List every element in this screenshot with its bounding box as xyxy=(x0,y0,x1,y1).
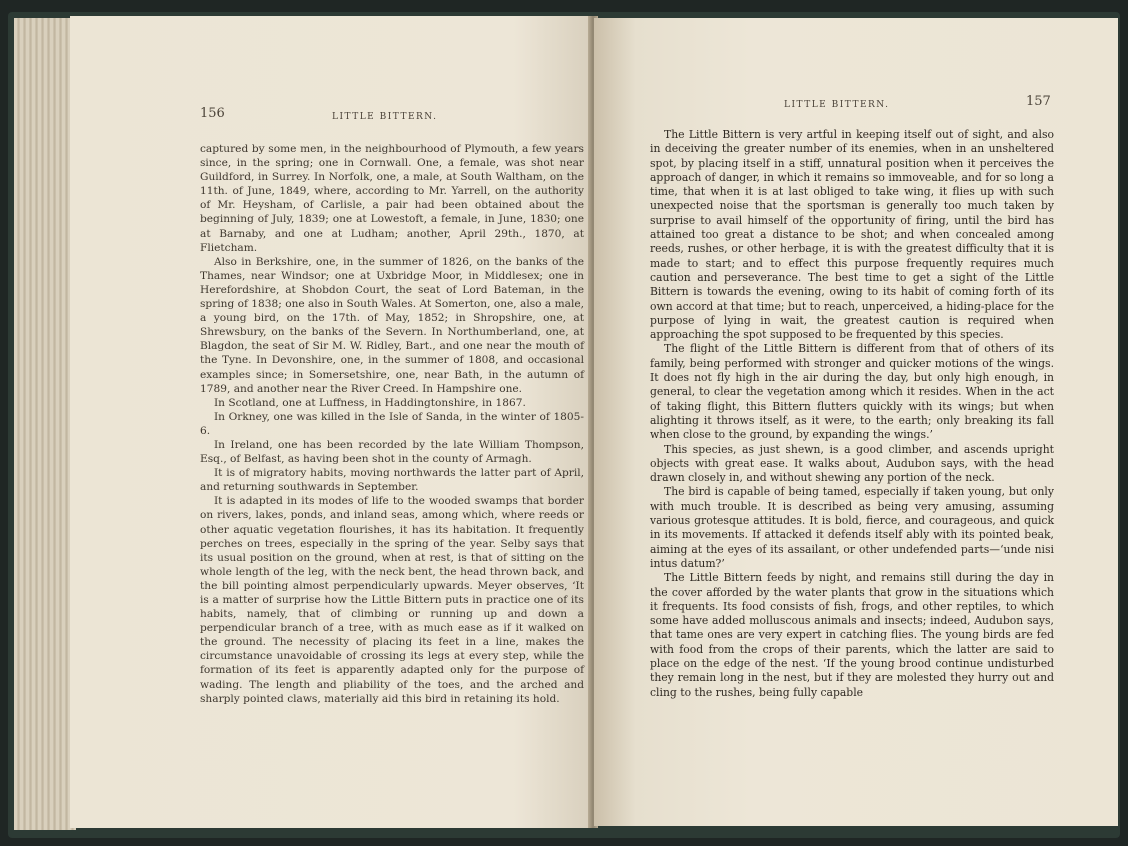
page-body xyxy=(650,128,1054,700)
paragraph: This species, as just shewn, is a good climber, and ascends upright objects with great ease. It walks about, Audubon says, with the head drawn closely in, and without shewing any portion of the neck. xyxy=(650,442,1054,485)
paragraph: The Little Bittern is very artful in keeping itself out of sight, and also in deceiving the greater number of its enemies, when in an unsheltered spot, by placing itself in a stiff, unnatural position when it perceives the approach of danger, in which it remains so immoveable, and for so long a time, that when it is at last obliged to take wing, it flies up with such unexpected noise that the sportsman is generally too much taken by surprise to avail himself of the opportunity of firing, until the bird has attained too great a distance to be shot; and when concealed among reeds, rushes, or other herbage, it is with the greatest difficulty that it is made to start; and to effect this purpose frequently requires much caution and perseverance. The best time to get a sight of the Little Bittern is towards the evening, owing to its habit of coming forth of its own accord at that time; but to reach, unperceived, a hiding-place for the purpose of lying in wait, the greatest caution is required when approaching the spot supposed to be frequented by this species. xyxy=(650,128,1054,342)
page-number: 157 xyxy=(1026,94,1051,109)
paragraph: The flight of the Little Bittern is different from that of others of its family, being performed with stronger and quicker motions of the wings. It does not fly high in the air during the day, but only high enough, in general, to clear the vegetation among which it resides. When in the act of taking flight, this Bittern flutters quickly with its wings; but when alighting it throws itself, as it were, to the earth; only breaking its fall when close to the ground, by expanding the wings.’ xyxy=(650,342,1054,442)
paragraph: In Ireland, one has been recorded by the late William Thompson, Esq., of Belfast, as having been shot in the county of Armagh. xyxy=(200,438,584,466)
paragraph: The bird is capable of being tamed, especially if taken young, but only with much trouble. It is described as being very amusing, assuming various grotesque attitudes. It is bold, fierce, and courageous, and quick in its movements. If attacked it defends itself ably with its pointed beak, aiming at the eyes of its assailant, or other undefended parts—‘unde nisi intus datum?’ xyxy=(650,485,1054,570)
page-number: 156 xyxy=(200,106,225,121)
right-page xyxy=(594,18,1118,826)
running-head: LITTLE BITTERN. xyxy=(332,112,438,122)
paragraph: The Little Bittern feeds by night, and remains still during the day in the cover afforded by the water plants that grow in the situations which it frequents. Its food consists of fish, frogs, and other reptiles, to which some have added molluscous animals and insects; indeed, Audubon says, that tame ones are very expert in catching flies. The young birds are fed with food from the crops of their parents, which the latter are said to place on the edge of the nest. ‘If the young brood continue undisturbed they remain long in the nest, but if they are molested they hurry out and cling to the rushes, being fully capable xyxy=(650,571,1054,699)
paragraph: captured by some men, in the neighbourhood of Plymouth, a few years since, in the spring; one in Cornwall. One, a female, was shot near Guildford, in Surrey. In Norfolk, one, a male, at South Waltham, on the 11th. of June, 1849, where, according to Mr. Yarrell, on the authority of Mr. Heysham, of Carlisle, a pair had been obtained about the beginning of July, 1839; one at Lowestoft, a female, in June, 1830; one at Barnaby, and one at Ludham; another, April 29th., 1870, at Flietcham. xyxy=(200,143,584,254)
paragraph: In Scotland, one at Luffness, in Haddingtonshire, in 1867. xyxy=(214,396,526,409)
paragraph: It is adapted in its modes of life to the wooded swamps that border on rivers, lakes, ponds, and inland seas, among which, where reeds or other aquatic vegetation flourishes, it has its habitation. It frequently perches on trees, especially in the spring of the year. Selby says that its usual position on the ground, when at rest, is that of sitting on the whole length of the leg, with the neck bent, the head thrown back, and the bill pointing almost perpendicularly upwards. Meyer observes, ‘It is a matter of surprise how the Little Bittern puts in practice one of its habits, namely, that of climbing or running up and down a perpendicular branch of a tree, with as much ease as if it walked on the ground. The necessity of placing its feet in a line, makes the circumstance unavoidable of crossing its legs at every step, while the formation of its feet is apparently adapted only for the purpose of wading. The length and pliability of the toes, and the arched and sharply pointed claws, materially aid this bird in retaining its hold. xyxy=(200,495,584,705)
page-body xyxy=(200,142,584,706)
paragraph: Also in Berkshire, one, in the summer of 1826, on the banks of the Thames, near Windsor; one at Uxbridge Moor, in Middlesex; one in Herefordshire, at Shobdon Court, the seat of Lord Bateman, in the spring of 1838; one also in South Wales. At Somerton, one, also a male, a young bird, on the 17th. of May, 1852; in Shropshire, one, at Shrewsbury, on the banks of the Severn. In Northumberland, one, at Blagdon, the seat of Sir M. W. Ridley, Bart., and one near the mouth of the Tyne. In Devonshire, one, in the summer of 1808, and occasional examples since; in Somersetshire, one, near Bath, in the autumn of 1789, and another near the River Creed. In Hampshire one. xyxy=(200,255,584,395)
paragraph: It is of migratory habits, moving northwards the latter part of April, and returning southwards in September. xyxy=(200,467,584,494)
running-head: LITTLE BITTERN. xyxy=(784,100,890,110)
paragraph: In Orkney, one was killed in the Isle of Sanda, in the winter of 1805-6. xyxy=(200,410,584,437)
page-edges xyxy=(14,18,76,830)
left-page xyxy=(70,16,592,828)
